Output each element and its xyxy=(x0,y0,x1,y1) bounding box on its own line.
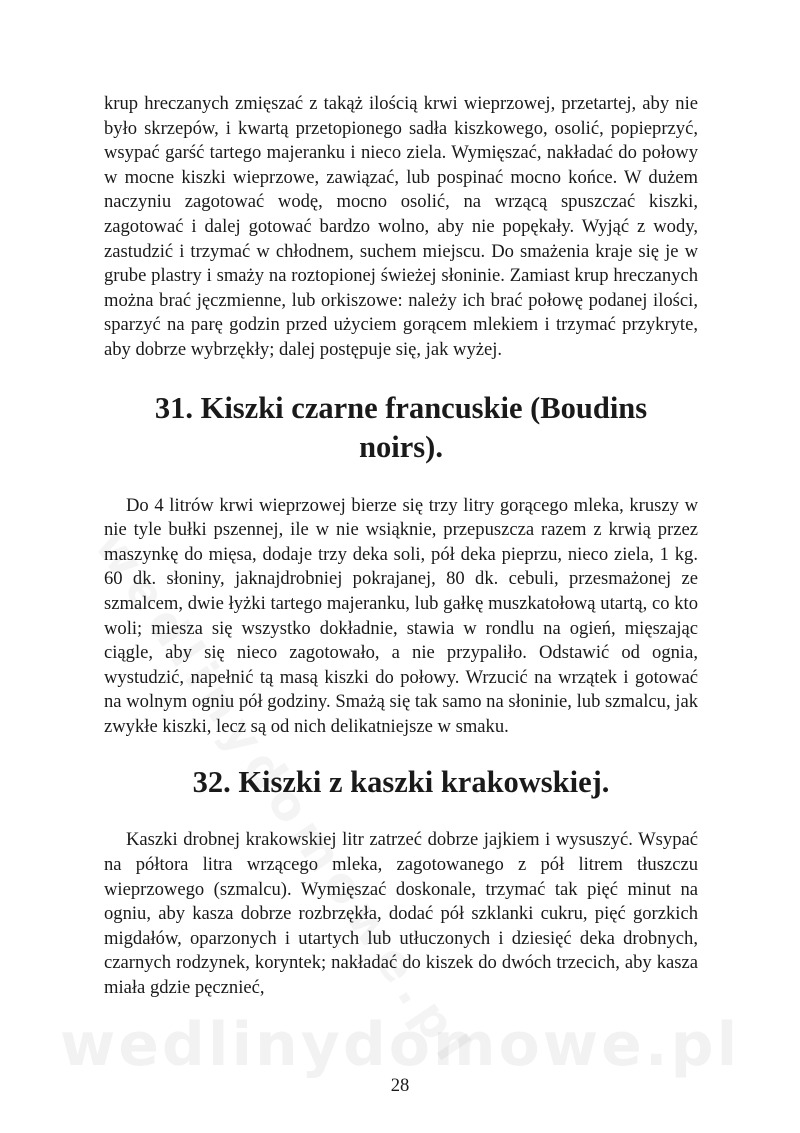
paragraph-continuation: krup hreczanych zmięszać z takąż ilością krwi wieprzowej, przetartej, aby nie było skrzepów, i kwartą przetopionego sadła kiszkowego, osolić, popieprzyć, wsypać garść tartego majeranku i nieco ziela. Wymięszać, nakładać do połowy w mocne kiszki wieprzowe, zawiązać, lub pospinać mocno końce. W dużem naczyniu zagotować wodę, mocno osolić, na wrzącą spuszczać kiszki, zagotować i dalej gotować bardzo wolno, aby nie popękały. Wyjąć z wody, zastudzić i trzymać w chłodnem, suchem miejscu. Do smażenia kraje się je w grube plastry i smaży na roztopionej świeżej słoninie. Zamiast krup hreczanych można brać jęczmienne, lub orkiszowe: należy ich brać połowę podanej ilości, sparzyć na parę godzin przed użyciem gorącem mlekiem i trzymać przykryte, aby dobrze wybrzękły; dalej postępuje się, jak wyżej. xyxy=(104,93,698,360)
page-number: 28 xyxy=(390,1075,410,1096)
page-content xyxy=(104,92,698,1001)
section-body-31: Do 4 litrów krwi wieprzowej bierze się trzy litry gorącego mleka, kruszy w nie tyle bułki pszennej, ile w nie wsiąknie, przepuszcza razem z krwią przez maszynkę do mięsa, dodaje trzy deka soli, pół deka pieprzu, nieco ziela, 1 kg. 60 dk. słoniny, jaknajdrobniej pokrajanej, 80 dk. cebuli, przesmażonej ze szmalcem, dwie łyżki tartego majeranku, lub gałkę muszkatołową utartą, co kto woli; miesza się wszystko dokładnie, stawia w rondlu na ogień, mięszając ciągle, aby się nieco zagotowało, a nie przypaliło. Odstawić od ognia, wystudzić, napełnić tą masą kiszki do połowy. Wrzucić na wrzątek i gotować na wolnym ogniu pół godziny. Smażą się tak samo na słoninie, lub szmalcu, jak zwykłe kiszki, lecz są od nich delikatniejsze w smaku. xyxy=(104,494,698,737)
watermark-bottom: wedlinydomowe.pl xyxy=(59,1010,741,1080)
section-body-32: Kaszki drobnej krakowskiej litr zatrzeć dobrze jajkiem i wysuszyć. Wsypać na półtora litra wrzącego mleka, zagotowanego z pół litrem tłuszczu wieprzowego (szmalcu). Wymięszać doskonale, trzymać tak pięć minut na ogniu, aby kasza dobrze rozbrzękła, dodać pół szklanki cukru, pięć gorzkich migdałów, oparzonych i utartych lub utłuczonych i dziesięć deka drobnych, czarnych rodzynek, koryntek; nakładać do kiszek do dwóch trzecich, aby kasza miała gdzie pęcznieć, xyxy=(104,829,698,999)
section-heading-31: 31. Kiszki czarne francuskie (Boudins noirs). xyxy=(154,390,648,464)
section-heading-32: 32. Kiszki z kaszki krakowskiej. xyxy=(192,765,610,800)
